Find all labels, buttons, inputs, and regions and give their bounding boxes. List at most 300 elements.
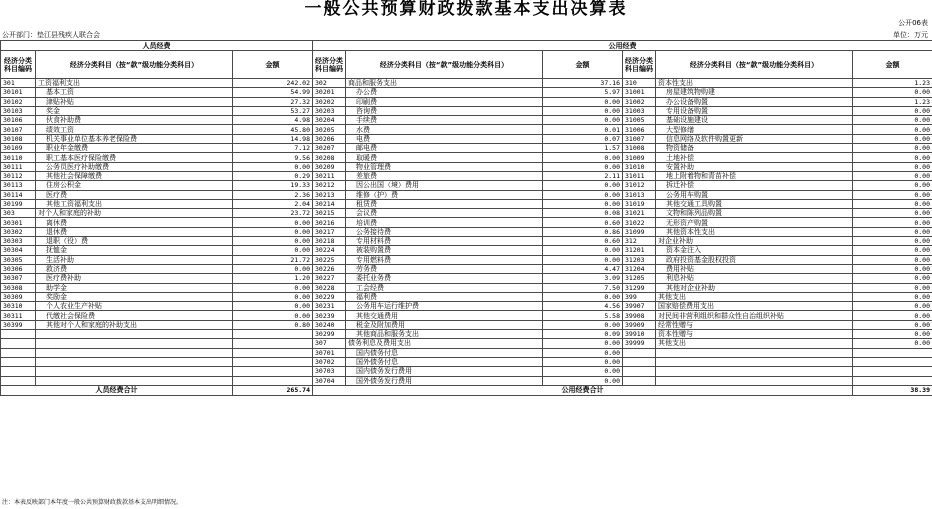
economic-code-cell: 31022: [623, 218, 656, 227]
amount-header: 金额: [543, 51, 623, 79]
item-name-cell: 地上附着物和青苗补偿: [656, 171, 853, 180]
amount-cell: [853, 357, 932, 366]
item-name-cell: 邮电费: [346, 144, 543, 153]
amount-cell: 0.00: [853, 144, 932, 153]
table-row: [1, 367, 932, 376]
item-name-cell: 其他交通费用: [346, 311, 543, 320]
amount-header: 金额: [853, 51, 932, 79]
economic-code-cell: 30215: [313, 209, 346, 218]
item-name-cell: 其他支出: [656, 339, 853, 348]
name-header: 经济分类科目（按“款”级功能分类科目）: [36, 51, 233, 79]
footnote: 注：本表反映部门本年度一般公共预算财政拨款基本支出明细情况。: [2, 499, 183, 506]
item-name-cell: [656, 357, 853, 366]
economic-code-cell: 31012: [623, 181, 656, 190]
item-name-cell: 资本性赠与: [656, 330, 853, 339]
name-header: 经济分类科目（按“款”级功能分类科目）: [656, 51, 853, 79]
item-name-cell: 公务用车运行维护费: [346, 302, 543, 311]
amount-cell: 7.12: [233, 144, 313, 153]
item-name-cell: 资本性支出: [656, 79, 853, 88]
amount-cell: 0.00: [853, 181, 932, 190]
amount-cell: 0.80: [233, 320, 313, 329]
item-name-cell: 公务员医疗补助缴费: [36, 162, 233, 171]
economic-code-cell: 30114: [1, 190, 36, 199]
economic-code-cell: 31201: [623, 246, 656, 255]
economic-code-cell: 31204: [623, 264, 656, 273]
economic-code-cell: 31019: [623, 199, 656, 208]
economic-code-cell: 30213: [313, 190, 346, 199]
amount-cell: 1.20: [233, 274, 313, 283]
item-name-cell: 费用补贴: [656, 264, 853, 273]
economic-code-cell: 30229: [313, 292, 346, 301]
economic-code-cell: 30303: [1, 237, 36, 246]
amount-cell: 1.23: [853, 97, 932, 106]
economic-code-cell: 30203: [313, 106, 346, 115]
item-name-cell: 助学金: [36, 283, 233, 292]
amount-cell: [233, 367, 313, 376]
item-name-cell: 培训费: [346, 218, 543, 227]
item-name-cell: [36, 367, 233, 376]
item-name-cell: 职工基本医疗保险缴费: [36, 153, 233, 162]
table-row: [1, 227, 932, 236]
amount-cell: [853, 367, 932, 376]
amount-cell: 0.00: [853, 246, 932, 255]
amount-cell: 0.00: [853, 227, 932, 236]
item-name-cell: 其他商品和服务支出: [346, 330, 543, 339]
amount-cell: 0.00: [543, 190, 623, 199]
item-name-cell: 生活补助: [36, 255, 233, 264]
item-name-cell: 手续费: [346, 116, 543, 125]
amount-cell: [233, 339, 313, 348]
amount-cell: 1.23: [853, 79, 932, 88]
economic-code-cell: 30112: [1, 171, 36, 180]
item-name-cell: 住房公积金: [36, 181, 233, 190]
amount-cell: 23.72: [233, 209, 313, 218]
economic-code-cell: 30311: [1, 311, 36, 320]
economic-code-cell: 39908: [623, 311, 656, 320]
amount-cell: 0.00: [233, 227, 313, 236]
table-row: [1, 88, 932, 97]
economic-code-cell: 30228: [313, 283, 346, 292]
amount-cell: [853, 348, 932, 357]
economic-code-cell: 30231: [313, 302, 346, 311]
item-name-cell: 其他对企业补助: [656, 283, 853, 292]
table-row: [1, 246, 932, 255]
item-name-cell: 其他工资福利支出: [36, 199, 233, 208]
amount-cell: 0.00: [853, 292, 932, 301]
amount-cell: 0.00: [233, 292, 313, 301]
economic-code-cell: 39910: [623, 330, 656, 339]
economic-code-cell: 31007: [623, 134, 656, 143]
table-row: [1, 320, 932, 329]
economic-code-cell: 31006: [623, 125, 656, 134]
table-row: [1, 348, 932, 357]
item-name-cell: 对个人和家庭的补助: [36, 209, 233, 218]
amount-cell: 14.98: [233, 134, 313, 143]
item-name-cell: 取暖费: [346, 153, 543, 162]
economic-code-cell: 30703: [313, 367, 346, 376]
amount-cell: [853, 376, 932, 385]
amount-cell: [233, 348, 313, 357]
amount-cell: 0.29: [233, 171, 313, 180]
economic-code-cell: 30102: [1, 97, 36, 106]
public-total-value: 38.39: [853, 385, 932, 395]
economic-code-cell: 31009: [623, 153, 656, 162]
economic-code-cell: 30304: [1, 246, 36, 255]
economic-code-cell: 30199: [1, 199, 36, 208]
amount-cell: 0.00: [853, 302, 932, 311]
item-name-cell: 专用设备购置: [656, 106, 853, 115]
economic-code-cell: 31021: [623, 209, 656, 218]
economic-code-cell: 30208: [313, 153, 346, 162]
economic-code-cell: 30240: [313, 320, 346, 329]
code-header: 经济分类科目编码: [623, 51, 656, 79]
public-total-label: 公用经费合计: [313, 385, 853, 395]
amount-cell: 0.00: [543, 153, 623, 162]
item-name-cell: [656, 348, 853, 357]
item-name-cell: 其他交通工具购置: [656, 199, 853, 208]
item-name-cell: 政府投资基金股权投资: [656, 255, 853, 264]
table-row: [1, 97, 932, 106]
economic-code-cell: 399: [623, 292, 656, 301]
table-row: [1, 339, 932, 348]
item-name-cell: 会议费: [346, 209, 543, 218]
item-name-cell: 土地补偿: [656, 153, 853, 162]
item-name-cell: 职业年金缴费: [36, 144, 233, 153]
economic-code-cell: 30204: [313, 116, 346, 125]
amount-cell: 242.02: [233, 79, 313, 88]
amount-cell: 0.00: [853, 134, 932, 143]
totals-row: [1, 385, 932, 395]
amount-cell: 0.08: [543, 209, 623, 218]
table-row: [1, 237, 932, 246]
table-row: [1, 162, 932, 171]
code-header: 经济分类科目编码: [313, 51, 346, 79]
economic-code-cell: 30225: [313, 255, 346, 264]
item-name-cell: 基本工资: [36, 88, 233, 97]
amount-cell: 0.00: [233, 162, 313, 171]
table-row: [1, 199, 932, 208]
item-name-cell: 工资福利支出: [36, 79, 233, 88]
item-name-cell: 公务用车购置: [656, 190, 853, 199]
amount-cell: 0.00: [543, 181, 623, 190]
name-header: 经济分类科目（按“款”级功能分类科目）: [346, 51, 543, 79]
amount-cell: 0.60: [543, 237, 623, 246]
item-name-cell: 对民间非营利组织和群众性自治组织补贴: [656, 311, 853, 320]
amount-cell: 54.99: [233, 88, 313, 97]
item-name-cell: 救济费: [36, 264, 233, 273]
amount-cell: 0.00: [853, 209, 932, 218]
table-row: [1, 274, 932, 283]
item-name-cell: 资本金注入: [656, 246, 853, 255]
amount-cell: 0.00: [543, 292, 623, 301]
item-name-cell: 机关事业单位基本养老保险费: [36, 134, 233, 143]
amount-cell: 3.09: [543, 274, 623, 283]
amount-cell: 0.00: [543, 106, 623, 115]
public-section-header: 公用经费: [313, 41, 932, 51]
item-name-cell: 办公费: [346, 88, 543, 97]
item-name-cell: 水费: [346, 125, 543, 134]
item-name-cell: [36, 339, 233, 348]
economic-code-cell: 30201: [313, 88, 346, 97]
economic-code-cell: 31010: [623, 162, 656, 171]
amount-cell: 0.00: [853, 339, 932, 348]
amount-cell: 9.56: [233, 153, 313, 162]
economic-code-cell: 30305: [1, 255, 36, 264]
economic-code-cell: 30226: [313, 264, 346, 273]
item-name-cell: 伙食补助费: [36, 116, 233, 125]
column-header-row: [1, 51, 932, 79]
economic-code-cell: 31013: [623, 190, 656, 199]
table-row: [1, 181, 932, 190]
amount-cell: 0.00: [853, 116, 932, 125]
item-name-cell: [36, 330, 233, 339]
amount-cell: 0.00: [233, 237, 313, 246]
item-name-cell: 专用材料费: [346, 237, 543, 246]
economic-code-cell: 30301: [1, 218, 36, 227]
economic-code-cell: [1, 357, 36, 366]
table-row: [1, 283, 932, 292]
expenditure-table: [0, 40, 932, 396]
amount-cell: 0.00: [853, 106, 932, 115]
economic-code-cell: 30239: [313, 311, 346, 320]
amount-cell: [233, 330, 313, 339]
amount-cell: 27.32: [233, 97, 313, 106]
amount-cell: 0.00: [853, 162, 932, 171]
amount-cell: 7.50: [543, 283, 623, 292]
item-name-cell: 基础设施建设: [656, 116, 853, 125]
table-row: [1, 153, 932, 162]
economic-code-cell: [1, 330, 36, 339]
amount-cell: 0.09: [543, 330, 623, 339]
table-row: [1, 125, 932, 134]
amount-cell: 0.60: [543, 218, 623, 227]
economic-code-cell: [623, 348, 656, 357]
economic-code-cell: 30108: [1, 134, 36, 143]
item-name-cell: 税金及附加费用: [346, 320, 543, 329]
amount-cell: 0.00: [853, 125, 932, 134]
amount-cell: 0.00: [543, 348, 623, 357]
table-row: [1, 218, 932, 227]
economic-code-cell: 30701: [313, 348, 346, 357]
item-name-cell: 大型修缮: [656, 125, 853, 134]
item-name-cell: 物业管理费: [346, 162, 543, 171]
amount-cell: 45.80: [233, 125, 313, 134]
amount-cell: 0.00: [543, 357, 623, 366]
item-name-cell: 其他对个人和家庭的补助支出: [36, 320, 233, 329]
amount-cell: 0.00: [853, 88, 932, 97]
amount-cell: 53.27: [233, 106, 313, 115]
item-name-cell: 被装购置费: [346, 246, 543, 255]
item-name-cell: 物资储备: [656, 144, 853, 153]
personnel-total-value: 265.74: [233, 385, 313, 395]
economic-code-cell: 30309: [1, 292, 36, 301]
amount-cell: 0.00: [543, 97, 623, 106]
amount-cell: 37.16: [543, 79, 623, 88]
amount-cell: 0.00: [853, 283, 932, 292]
economic-code-cell: [623, 376, 656, 385]
amount-cell: 0.00: [543, 255, 623, 264]
economic-code-cell: 307: [313, 339, 346, 348]
economic-code-cell: 31299: [623, 283, 656, 292]
amount-cell: 0.00: [543, 339, 623, 348]
economic-code-cell: 30310: [1, 302, 36, 311]
item-name-cell: 专用燃料费: [346, 255, 543, 264]
item-name-cell: 房屋建筑物购建: [656, 88, 853, 97]
table-row: [1, 264, 932, 273]
item-name-cell: 差旅费: [346, 171, 543, 180]
item-name-cell: 公务接待费: [346, 227, 543, 236]
table-row: [1, 190, 932, 199]
amount-cell: 0.00: [853, 264, 932, 273]
table-row: [1, 311, 932, 320]
amount-cell: [233, 357, 313, 366]
item-name-cell: 商品和服务支出: [346, 79, 543, 88]
economic-code-cell: 30106: [1, 116, 36, 125]
item-name-cell: 代缴社会保险费: [36, 311, 233, 320]
personnel-section-header: 人员经费: [1, 41, 313, 51]
economic-code-cell: 30214: [313, 199, 346, 208]
amount-cell: 4.47: [543, 264, 623, 273]
item-name-cell: 安置补助: [656, 162, 853, 171]
economic-code-cell: 30107: [1, 125, 36, 134]
table-row: [1, 134, 932, 143]
amount-cell: [233, 376, 313, 385]
amount-cell: 0.00: [233, 283, 313, 292]
economic-code-cell: 30217: [313, 227, 346, 236]
amount-cell: 0.00: [853, 190, 932, 199]
economic-code-cell: 30306: [1, 264, 36, 273]
code-header: 经济分类科目编码: [1, 51, 36, 79]
economic-code-cell: 30111: [1, 162, 36, 171]
item-name-cell: 租赁费: [346, 199, 543, 208]
economic-code-cell: 30216: [313, 218, 346, 227]
amount-cell: 0.00: [853, 199, 932, 208]
amount-cell: 0.00: [233, 218, 313, 227]
item-name-cell: 国内债务发行费用: [346, 367, 543, 376]
economic-code-cell: 30399: [1, 320, 36, 329]
amount-cell: 0.00: [853, 311, 932, 320]
economic-code-cell: [623, 367, 656, 376]
item-name-cell: 信息网络及软件购置更新: [656, 134, 853, 143]
item-name-cell: [36, 376, 233, 385]
item-name-cell: 国家赔偿费用支出: [656, 302, 853, 311]
amount-cell: 19.33: [233, 181, 313, 190]
economic-code-cell: 31011: [623, 171, 656, 180]
economic-code-cell: 30302: [1, 227, 36, 236]
economic-code-cell: 31205: [623, 274, 656, 283]
table-row: [1, 209, 932, 218]
amount-cell: 0.00: [233, 302, 313, 311]
amount-cell: 2.11: [543, 171, 623, 180]
economic-code-cell: 30299: [313, 330, 346, 339]
item-name-cell: [656, 367, 853, 376]
economic-code-cell: 303: [1, 209, 36, 218]
economic-code-cell: 30212: [313, 181, 346, 190]
amount-cell: 4.98: [233, 116, 313, 125]
item-name-cell: 维修（护）费: [346, 190, 543, 199]
amount-cell: 0.00: [853, 320, 932, 329]
amount-cell: 5.58: [543, 311, 623, 320]
economic-code-cell: 31003: [623, 106, 656, 115]
amount-cell: 0.00: [543, 116, 623, 125]
item-name-cell: 拆迁补偿: [656, 181, 853, 190]
economic-code-cell: 30702: [313, 357, 346, 366]
table-row: [1, 292, 932, 301]
amount-cell: 0.00: [853, 255, 932, 264]
amount-cell: 2.36: [233, 190, 313, 199]
table-row: [1, 106, 932, 115]
item-name-cell: 奖金: [36, 106, 233, 115]
report-title: 一般公共预算财政拨款基本支出决算表: [304, 0, 628, 19]
economic-code-cell: [1, 339, 36, 348]
amount-cell: 4.56: [543, 302, 623, 311]
amount-cell: 0.86: [543, 227, 623, 236]
table-row: [1, 376, 932, 385]
item-name-cell: 因公出国（境）费用: [346, 181, 543, 190]
amount-cell: 0.00: [543, 376, 623, 385]
economic-code-cell: 301: [1, 79, 36, 88]
economic-code-cell: 30113: [1, 181, 36, 190]
item-name-cell: 个人农业生产补贴: [36, 302, 233, 311]
economic-code-cell: 30218: [313, 237, 346, 246]
amount-cell: 2.04: [233, 199, 313, 208]
economic-code-cell: 310: [623, 79, 656, 88]
item-name-cell: 福利费: [346, 292, 543, 301]
item-name-cell: 其他支出: [656, 292, 853, 301]
amount-cell: 0.00: [853, 274, 932, 283]
amount-cell: 0.01: [543, 125, 623, 134]
item-name-cell: 抚恤金: [36, 246, 233, 255]
item-name-cell: 医疗费: [36, 190, 233, 199]
economic-code-cell: 30110: [1, 153, 36, 162]
economic-code-cell: 39999: [623, 339, 656, 348]
item-name-cell: 文物和陈列品购置: [656, 209, 853, 218]
amount-cell: 0.00: [543, 320, 623, 329]
item-name-cell: 医疗费补助: [36, 274, 233, 283]
item-name-cell: 绩效工资: [36, 125, 233, 134]
item-name-cell: 电费: [346, 134, 543, 143]
economic-code-cell: 30224: [313, 246, 346, 255]
economic-code-cell: [623, 357, 656, 366]
table-row: [1, 144, 932, 153]
item-name-cell: 津贴补贴: [36, 97, 233, 106]
item-name-cell: 经常性赠与: [656, 320, 853, 329]
item-name-cell: 利息补贴: [656, 274, 853, 283]
amount-cell: 5.97: [543, 88, 623, 97]
amount-cell: 0.00: [233, 264, 313, 273]
economic-code-cell: 30308: [1, 283, 36, 292]
table-row: [1, 79, 932, 88]
table-row: [1, 116, 932, 125]
amount-cell: 0.00: [853, 330, 932, 339]
economic-code-cell: 30202: [313, 97, 346, 106]
item-name-cell: 无形资产购置: [656, 218, 853, 227]
table-row: [1, 357, 932, 366]
amount-cell: 0.00: [233, 246, 313, 255]
economic-code-cell: 30211: [313, 171, 346, 180]
item-name-cell: 奖励金: [36, 292, 233, 301]
economic-code-cell: 31002: [623, 97, 656, 106]
amount-cell: 0.00: [543, 162, 623, 171]
amount-cell: 0.00: [853, 218, 932, 227]
economic-code-cell: 30101: [1, 88, 36, 97]
item-name-cell: 其他资本性支出: [656, 227, 853, 236]
economic-code-cell: 30205: [313, 125, 346, 134]
item-name-cell: 劳务费: [346, 264, 543, 273]
amount-cell: 0.00: [543, 367, 623, 376]
economic-code-cell: 312: [623, 237, 656, 246]
item-name-cell: 离休费: [36, 218, 233, 227]
